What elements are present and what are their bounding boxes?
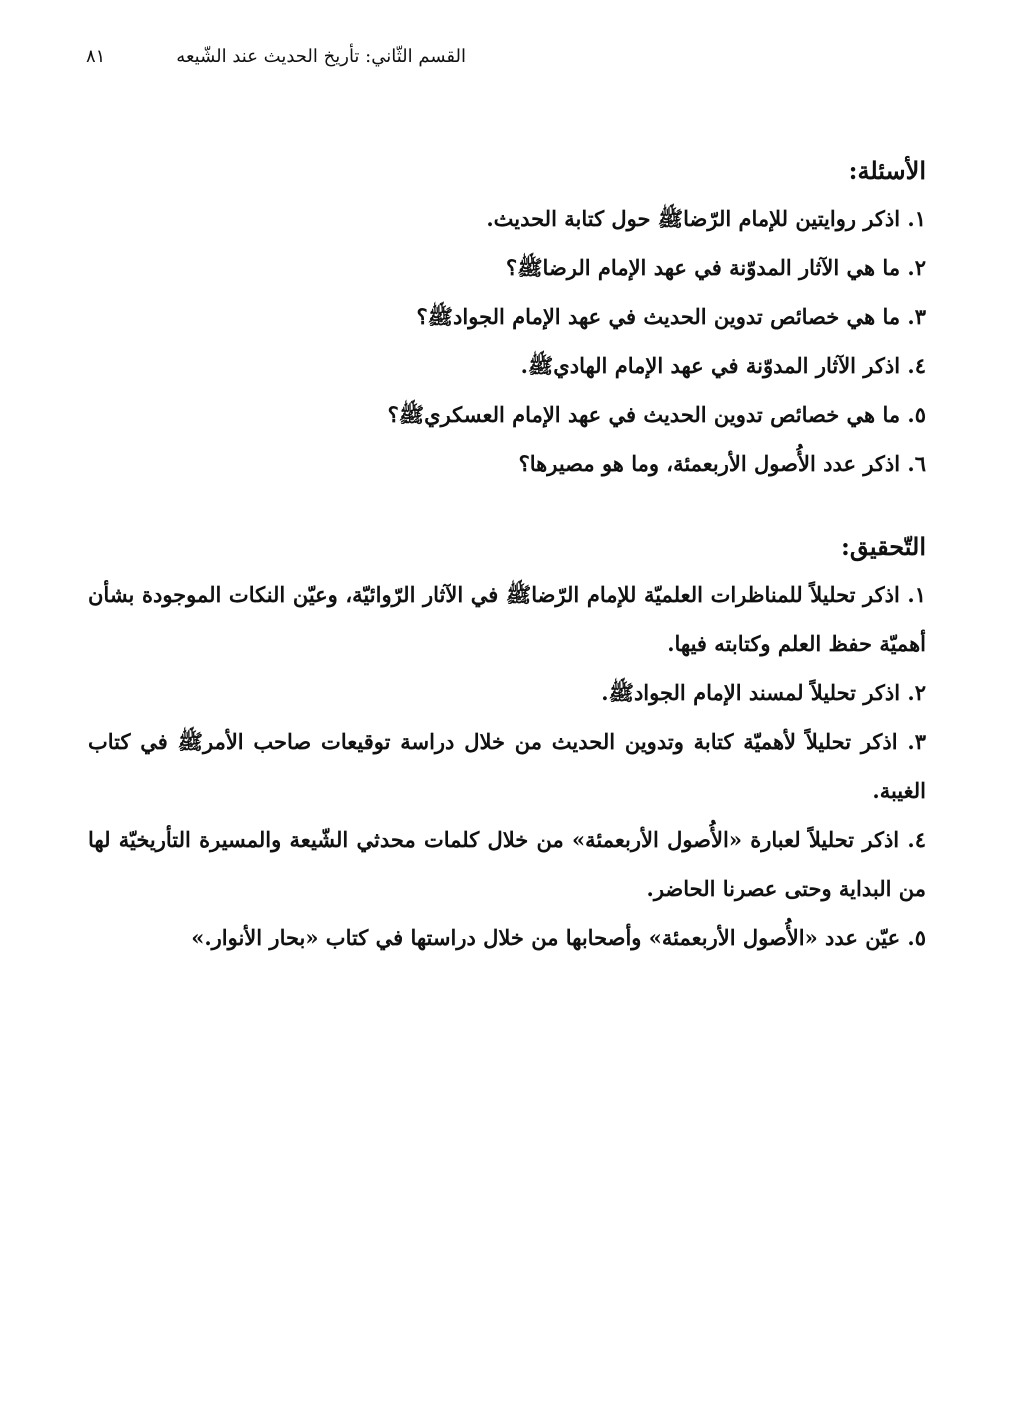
question-item: ٣. ما هي خصائص تدوين الحديث في عهد الإمام الجوادﷺ؟ (416, 304, 926, 329)
running-head-title: القسم الثّاني: تأريخ الحديث عند الشّيعه (176, 46, 466, 67)
question-item: ١. اذكر روايتين للإمام الرّضاﷺ حول كتابة الحديث. (486, 206, 926, 231)
research-list (88, 570, 926, 962)
research-item: ٥. عيّن عدد «الأُصول الأربعمئة» وأصحابها من خلال دراستها في كتاب «بحار الأنوار.» (191, 925, 926, 950)
question-item: ٤. اذكر الآثار المدوّنة في عهد الإمام الهاديﷺ. (520, 353, 926, 378)
question-item: ٥. ما هي خصائص تدوين الحديث في عهد الإمام العسكريﷺ؟ (387, 402, 926, 427)
page-number: ٨١ (86, 46, 106, 67)
questions-list (88, 194, 926, 488)
research-item: ٤. اذكر تحليلاً لعبارة «الأُصول الأربعمئة» من خلال كلمات محدثي الشّيعة والمسيرة التأريخيّة لها من البداية وحتى عصرنا الحاضر. (88, 827, 926, 901)
page-content (88, 148, 926, 962)
questions-heading: الأسئلة: (848, 156, 926, 185)
research-item: ٣. اذكر تحليلاً لأهميّة كتابة وتدوين الحديث من خلال دراسة توقيعات صاحب الأمرﷺ في كتاب الغيبة. (88, 729, 926, 803)
running-head (86, 46, 466, 78)
research-item: ٢. اذكر تحليلاً لمسند الإمام الجوادﷺ. (601, 680, 926, 705)
question-item: ٦. اذكر عدد الأُصول الأربعمئة، وما هو مصيرها؟ (518, 451, 926, 476)
question-item: ٢. ما هي الآثار المدوّنة في عهد الإمام الرضاﷺ؟ (506, 255, 926, 280)
research-item: ١. اذكر تحليلاً للمناظرات العلميّة للإمام الرّضاﷺ في الآثار الرّوائيّة، وعيّن النكات الموجودة بشأن أهميّة حفظ العلم وكتابته فيها. (88, 582, 926, 656)
research-heading: التّحقيق: (841, 532, 926, 561)
